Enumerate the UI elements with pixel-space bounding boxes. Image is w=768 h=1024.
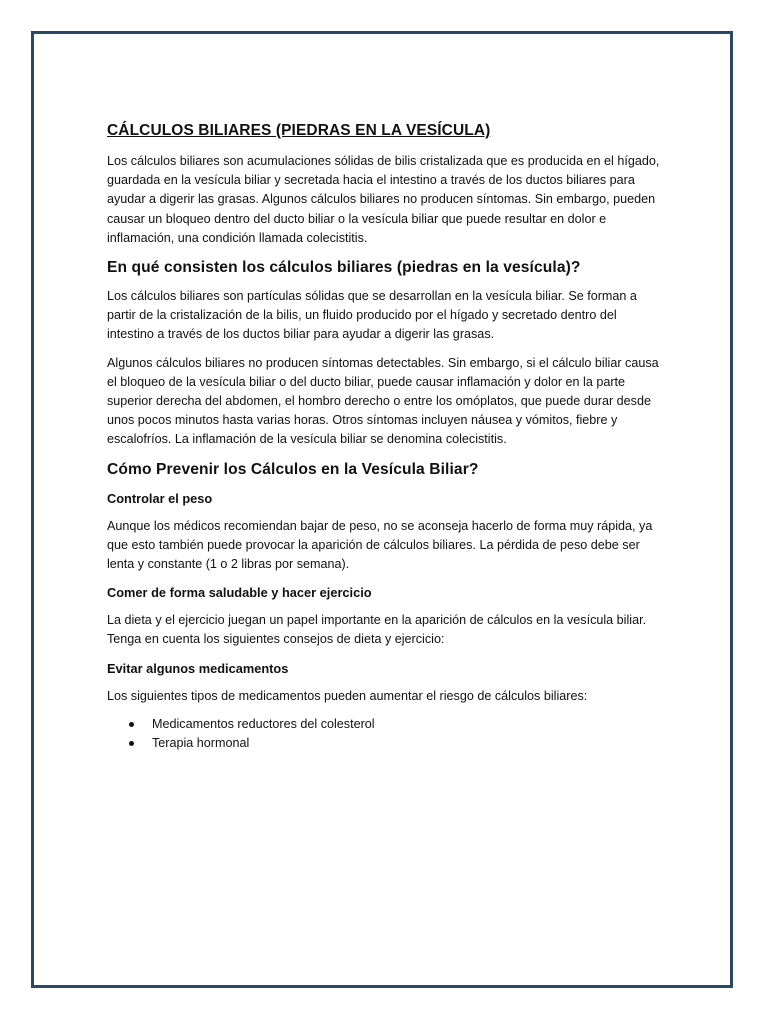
document-title: CÁLCULOS BILIARES (PIEDRAS EN LA VESÍCULA) xyxy=(107,122,491,139)
bullet-icon xyxy=(129,722,134,727)
diet-exercise-paragraph: La dieta y el ejercicio juegan un papel importante en la aparición de cálculos en la vesícula biliar. Tenga en cuenta los siguientes consejos de dieta y ejercicio: xyxy=(107,613,647,647)
section-heading-what-are: En qué consisten los cálculos biliares (piedras en la vesícula)? xyxy=(107,259,581,277)
medication-list xyxy=(107,715,664,754)
list-item-text: Terapia hormonal xyxy=(152,736,250,751)
medications-paragraph: Los siguientes tipos de medicamentos pueden aumentar el riesgo de cálculos biliares: xyxy=(107,688,588,703)
subheading-diet-exercise: Comer de forma saludable y hacer ejercicio xyxy=(107,585,372,601)
list-item xyxy=(107,715,664,734)
list-item xyxy=(107,734,664,753)
list-item-text: Medicamentos reductores del colesterol xyxy=(152,716,375,731)
intro-paragraph: Los cálculos biliares son acumulaciones sólidas de bilis cristalizada que es producida en el hígado, guardada en la vesícula biliar y secretada hacia el intestino a través de los ductos biliares para ayudar a digerir las grasas. Algunos cálculos biliares no producen síntomas. Sin embargo, pueden causar un bloqueo dentro del ducto biliar o la vesícula biliar que puede resultar en dolor e inflamación, una condición llamada colecistitis. xyxy=(107,154,660,245)
section-heading-prevention: Cómo Prevenir los Cálculos en la Vesícula Biliar? xyxy=(107,460,479,478)
weight-control-paragraph: Aunque los médicos recomiendan bajar de peso, no se aconseja hacerlo de forma muy rápida, ya que esto también puede provocar la aparición de cálculos biliares. La pérdida de peso debe ser lenta y constante (1 o 2 libras por semana). xyxy=(107,518,653,572)
section1-paragraph-2: Algunos cálculos biliares no producen síntomas detectables. Sin embargo, si el cálculo biliar causa el bloqueo de la vesícula biliar o del ducto biliar, puede causar inflamación y dolor en la parte superior derecha del abdomen, el hombro derecho o entre los omóplatos, que puede durar desde unos pocos minutos hasta varias horas. Otros síntomas incluyen náusea y vómitos, fiebre y escalofríos. La inflamación de la vesícula biliar se denomina colecistitis. xyxy=(107,355,659,447)
section1-paragraph-1: Los cálculos biliares son partículas sólidas que se desarrollan en la vesícula biliar. Se forman a partir de la cristalización de la bilis, un fluido producido por el hígado y secretado dentro del intestino a través de los ductos biliar para ayudar a digerir las grasas. xyxy=(107,289,637,342)
document-body xyxy=(107,121,664,754)
bullet-icon xyxy=(129,741,134,746)
subheading-weight-control: Controlar el peso xyxy=(107,490,213,506)
subheading-avoid-medications: Evitar algunos medicamentos xyxy=(107,660,289,676)
